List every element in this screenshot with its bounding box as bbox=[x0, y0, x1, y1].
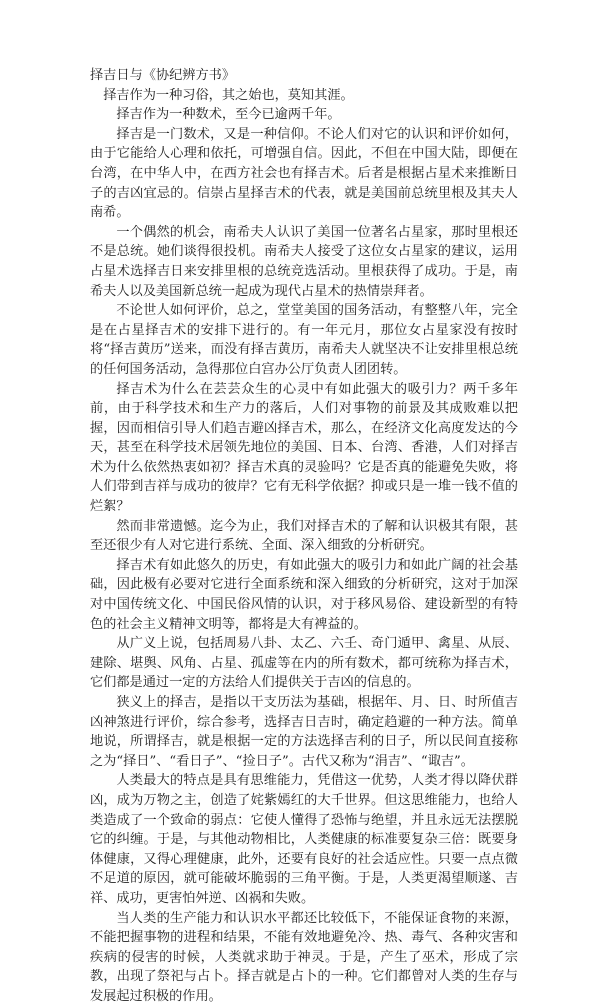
paragraph: 从广义上说，包括周易八卦、太乙、六壬、奇门遁甲、禽星、从辰、建除、堪舆、风角、占星、孤虚等在内的所有数术，都可统称为择吉术，它们都是通过一定的方法给人们提供关于吉凶的信息的。 bbox=[90, 636, 518, 691]
paragraph: 择吉作为一种数术，至今已逾两千年。 bbox=[116, 107, 341, 123]
paragraph: 择吉作为一种习俗，其之始也，莫知其涯。 bbox=[103, 87, 354, 103]
paragraph: 狭义上的择吉，是指以干支历法为基础，根据年、月、日、时所值吉凶神煞进行评价，综合参考，选择吉日吉时，确定趋避的一种方法。简单地说，所谓择吉，就是根据一定的方法选择吉利的日子，所以民间直接称之为“择日”、“看日子”、“捡日子”。古代又称为“涓吉”、“诹吉”。 bbox=[90, 695, 518, 769]
paragraph: 人类最大的特点是具有思维能力，凭借这一优势，人类才得以降伏群凶，成为万物之主，创造了姹紫嫣红的大千世界。但这思维能力，也给人类造成了一个致命的弱点：它使人懂得了恐怖与绝望，并且永远无法摆脱它的纠缠。于是，与其他动物相比，人类健康的标准要复杂三倍：既要身体健康，又得心理健康，此外，还要有良好的社会适应性。只要一点点微不足道的原因，就可能破坏脆弱的三角平衡。于是，人类更渴望顺遂、吉祥、成功，更害怕舛逆、凶祸和失败。 bbox=[90, 773, 518, 906]
paragraph: 然而非常遗憾。迄今为止，我们对择吉术的了解和认识极其有限，甚至还很少有人对它进行系统、全面、深入细致的分析研究。 bbox=[90, 518, 518, 554]
paragraph: 不论世人如何评价，总之，堂堂美国的国务活动，有整整八年，完全是在占星择吉术的安排下进行的。有一年元月，那位女占星家没有按时将“择吉黄历”送来，而没有择吉黄历，南希夫人就坚决不让安排里根总统的任何国务活动，急得那位白宫办公厅负责人团团转。 bbox=[90, 303, 518, 377]
paragraph: 当人类的生产能力和认识水平都还比较低下，不能保证食物的来源，不能把握事物的进程和结果，不能有效地避免冷、热、毒气、各种灾害和疾病的侵害的时候，人类就求助于神灵。于是，产生了巫术，形成了宗教，出现了祭祀与占卜。择吉就是占卜的一种。它们都曾对人类的生存与发展起过积极的作用。 bbox=[90, 910, 518, 1004]
paragraph: 择吉术有如此悠久的历史，有如此强大的吸引力和如此广阔的社会基础，因此极有必要对它进行全面系统和深入细致的分析研究，这对于加深对中国传统文化、中国民俗风情的认识，对于移风易俗、建设新型的有特色的社会主义精神文明等，都将是大有裨益的。 bbox=[90, 557, 518, 632]
paragraph: 择吉术为什么在芸芸众生的心灵中有如此强大的吸引力？两千多年前，由于科学技术和生产力的落后，人们对事物的前景及其成败难以把握，因而相信引导人们趋吉避凶择吉术，那么，在经济文化高度发达的今天，甚至在科学技术居领先地位的美国、日本、台湾、香港，人们对择吉术为什么依然热衷如初？择吉术真的灵验吗？它是否真的能避免失败，将人们带到吉祥与成功的彼岸？它有无科学依据？抑或只是一堆一钱不值的烂絮？ bbox=[90, 381, 518, 515]
paragraph: 一个偶然的机会，南希夫人认识了美国一位著名占星家，那时里根还不是总统。她们谈得很投机。南希夫人接受了这位女占星家的建议，运用占星术选择吉日来安排里根的总统竞选活动。里根获得了成功。于是，南希夫人以及美国新总统一起成为现代占星术的热情崇拜者。 bbox=[90, 224, 518, 299]
document-page bbox=[90, 66, 518, 1007]
paragraph: 择吉是一门数术，又是一种信仰。不论人们对它的认识和评价如何，由于它能给人心理和依托，可增强自信。因此，不但在中国大陆，即便在台湾，在中华人中，在西方社会也有择吉术。后者是根据占星术来推断日子的吉凶宜忌的。信崇占星择吉术的代表，就是美国前总统里根及其夫人南希。 bbox=[90, 126, 518, 221]
document-title: 择吉日与《协纪辨方书》 bbox=[90, 68, 236, 83]
